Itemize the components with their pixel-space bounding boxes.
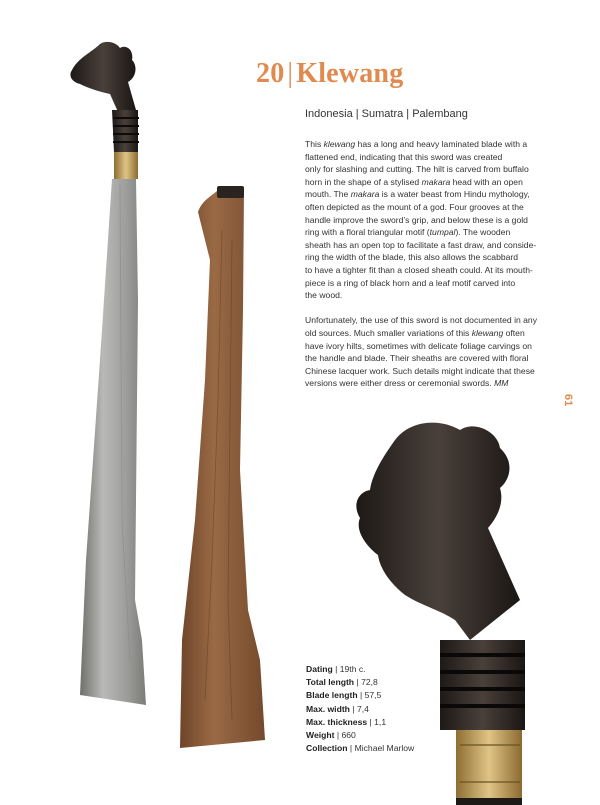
text-segment: ring the width of the blade, this also allows the scabbard (305, 252, 519, 263)
italic-term: makara (350, 189, 380, 200)
text-line (305, 352, 575, 365)
text-line (305, 377, 575, 390)
title-separator: | (287, 58, 294, 89)
spec-separator: | (347, 743, 355, 754)
spec-label: Dating (306, 664, 333, 674)
spec-row (306, 703, 414, 716)
spec-label: Max. width (306, 703, 350, 714)
text-line (305, 314, 575, 327)
spec-value: 57,5 (364, 690, 382, 701)
text-segment: often (503, 327, 525, 338)
text-line (305, 340, 575, 353)
origin-subtitle: Indonesia | Sumatra | Palembang (305, 108, 468, 120)
text-segment: only for slashing and cutting. The hilt is carved from buffalo (305, 164, 529, 175)
item-name: Klewang (296, 58, 404, 89)
text-segment: flattened end, indicating that this sword was created (305, 151, 503, 162)
text-segment: have ivory hilts, sometimes with delicate foliage carvings on (305, 340, 532, 351)
spec-value: 19th c. (339, 664, 366, 674)
text-segment: the wood. (305, 290, 343, 301)
description-paragraph (305, 138, 575, 302)
specs-list (306, 663, 414, 755)
text-line (305, 277, 575, 290)
text-segment: is a water beast from Hindu mythology, (379, 189, 530, 200)
text-segment: mouth. The (305, 189, 351, 200)
text-line (305, 251, 575, 264)
spec-label: Weight (306, 730, 335, 741)
spec-row (306, 663, 414, 676)
text-segment: Unfortunately, the use of this sword is not documented in any (305, 315, 538, 326)
text-segment: Chinese lacquer work. Such details might indicate that these (305, 365, 535, 376)
spec-row (306, 689, 414, 702)
spec-row (306, 716, 414, 729)
item-number: 20 (256, 58, 285, 89)
spec-separator: | (334, 730, 342, 741)
text-segment: horn in the shape of a stylised (305, 176, 422, 187)
spec-separator: | (367, 716, 375, 727)
text-line (305, 327, 575, 340)
spec-separator: | (354, 677, 362, 688)
text-line (305, 151, 575, 164)
text-line (305, 239, 575, 252)
text-line (305, 176, 575, 189)
spec-label: Blade length (306, 690, 358, 701)
text-segment: ). The wooden (455, 227, 511, 238)
text-segment: the handle and blade. Their sheaths are covered with floral (305, 353, 529, 364)
spec-label: Total length (306, 677, 355, 688)
spec-row (306, 742, 414, 755)
text-line (305, 214, 575, 227)
text-segment: head with an open (450, 176, 523, 187)
text-line (305, 264, 575, 277)
text-line (305, 138, 575, 151)
spec-value: 7,4 (356, 703, 369, 714)
description-text (305, 138, 575, 402)
spec-value: Michael Marlow (354, 743, 415, 754)
text-line (305, 289, 575, 302)
spec-value: 72,8 (361, 677, 378, 688)
spec-value: 660 (341, 730, 356, 741)
spec-row (306, 729, 414, 742)
text-segment: sheath has an open top to facilitate a fast draw, and conside- (305, 239, 537, 250)
spec-separator: | (349, 703, 357, 714)
text-segment: This (305, 139, 324, 149)
text-line (305, 163, 575, 176)
text-segment: to have a tighter fit than a closed sheath could. At its mouth- (305, 264, 533, 275)
text-segment: often depicted as the mount of a god. Four grooves at the (305, 201, 524, 212)
spec-value: 1,1 (374, 716, 387, 727)
text-segment: has a long and heavy laminated blade with a (355, 139, 528, 149)
text-segment: handle improve the sword’s grip, and below these is a gold (305, 214, 528, 225)
text-line (305, 226, 575, 239)
text-line (305, 188, 575, 201)
spec-separator: | (332, 664, 340, 674)
text-segment: ring with a floral triangular motif ( (305, 227, 430, 238)
text-line (305, 201, 575, 214)
italic-term: MM (494, 378, 509, 389)
italic-term: klewang (323, 139, 356, 149)
spec-label: Collection (306, 743, 348, 754)
italic-term: makara (421, 176, 451, 187)
italic-term: tumpal (429, 227, 456, 238)
italic-term: klewang (471, 327, 504, 338)
description-paragraph (305, 314, 575, 390)
spec-label: Max. thickness (306, 716, 368, 727)
text-segment: piece is a ring of black horn and a leaf motif carved into (305, 277, 516, 288)
text-segment: old sources. Much smaller variations of this (305, 327, 472, 338)
text-line (305, 365, 575, 378)
text-segment: versions were either dress or ceremonial swords. (305, 378, 495, 389)
page-title (256, 58, 403, 90)
spec-row (306, 676, 414, 689)
spec-separator: | (357, 690, 365, 701)
page-number: 61 (562, 394, 574, 407)
